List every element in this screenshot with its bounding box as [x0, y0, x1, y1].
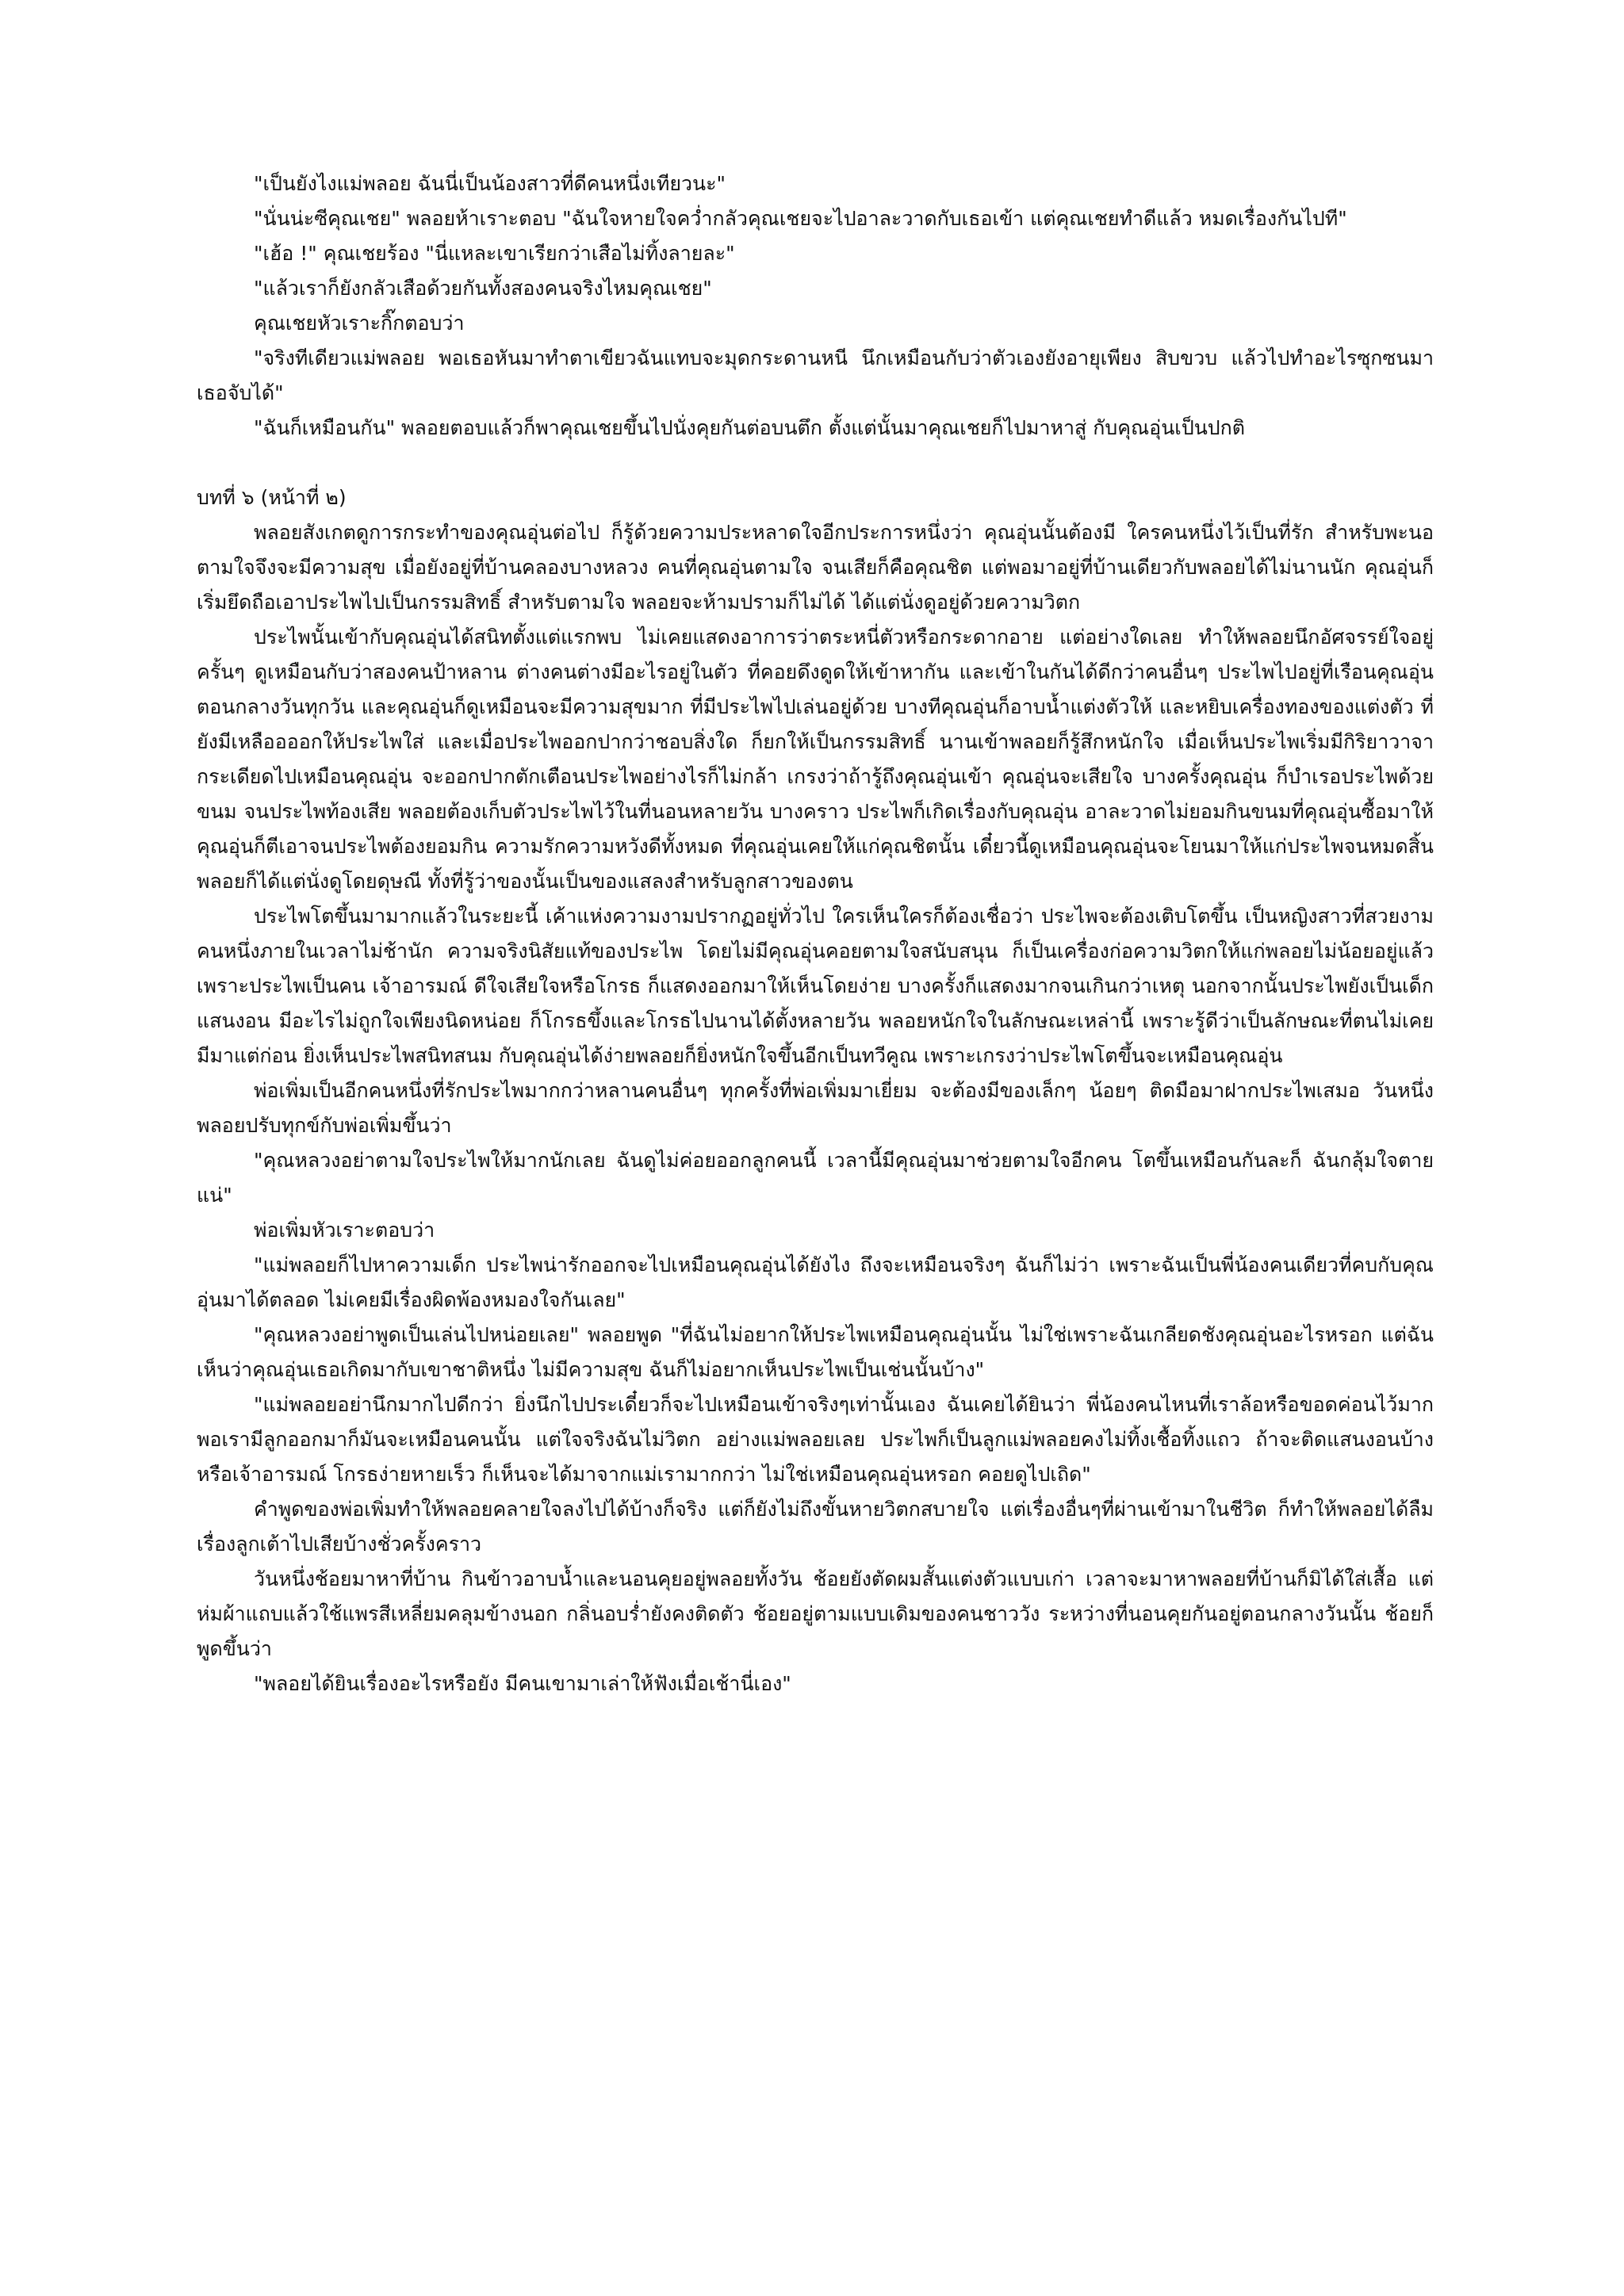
paragraph: "คุณหลวงอย่าตามใจประไพให้มากนักเลย ฉันดูไม่ค่อยออกลูกคนนี้ เวลานี้มีคุณอุ่นมาช่วยตามใจอีกคน โตขึ้นเหมือนกันละก็ ฉันกลุ้มใจตายแน่" [197, 1149, 1434, 1207]
paragraph: "แม่พลอยอย่านึกมากไปดีกว่า ยิ่งนึกไปประเดี๋ยวก็จะไปเหมือนเข้าจริงๆเท่านั้นเอง ฉันเคยได้ยินว่า พี่น้องคนไหนที่เราล้อหรือขอดค่อนไว้มาก พอเรามีลูกออกมาก็มันจะเหมือนคนนั้น แต่ใจจริงฉันไม่วิตก อย่างแม่พลอยเลย ประไพก็เป็นลูกแม่พลอยคงไม่ทิ้งเชื้อทิ้งแถว ถ้าจะติดแสนงอนบ้างหรือเจ้าอารมณ์ โกรธง่ายหายเร็ว ก็เห็นจะได้มาจากแม่เรามากกว่า ไม่ใช่เหมือนคุณอุ่นหรอก คอยดูไปเถิด" [197, 1393, 1434, 1486]
paragraph: "แล้วเราก็ยังกลัวเสือด้วยกันทั้งสองคนจริงไหมคุณเชย" [254, 277, 712, 300]
paragraph: "คุณหลวงอย่าพูดเป็นเล่นไปหน่อยเลย" พลอยพูด "ที่ฉันไม่อยากให้ประไพเหมือนคุณอุ่นนั้น ไม่ใช่เพราะฉันเกลียดชังคุณอุ่นอะไรหรอก แต่ฉันเห็นว่าคุณอุ่นเธอเกิดมากับเขาชาติหนึ่ง ไม่มีความสุข ฉันก็ไม่อยากเห็นประไพเป็นเช่นนั้นบ้าง" [197, 1323, 1434, 1381]
paragraph: พ่อเพิ่มหัวเราะตอบว่า [254, 1219, 435, 1242]
chapter-heading: บทที่ ๖ (หน้าที่ ๒) [197, 486, 347, 509]
paragraph: "เป็นยังไงแม่พลอย ฉันนี่เป็นน้องสาวที่ดีคนหนึ่งเทียวนะ" [254, 172, 726, 195]
paragraph: "แม่พลอยก็ไปหาความเด็ก ประไพน่ารักออกจะไปเหมือนคุณอุ่นได้ยังไง ถึงจะเหมือนจริงๆ ฉันก็ไม่ว่า เพราะฉันเป็นพี่น้องคนเดียวที่คบกับคุณอุ่นมาได้ตลอด ไม่เคยมีเรื่องผิดพ้องหมองใจกันเลย" [197, 1253, 1434, 1311]
paragraph: "เฮ้อ !" คุณเชยร้อง "นี่แหละเขาเรียกว่าเสือไม่ทิ้งลายละ" [254, 242, 735, 265]
paragraph: พลอยสังเกตดูการกระทำของคุณอุ่นต่อไป ก็รู้ด้วยความประหลาดใจอีกประการหนึ่งว่า คุณอุ่นนั้นต้องมี ใครคนหนึ่งไว้เป็นที่รัก สำหรับพะนอตามใจจึงจะมีความสุข เมื่อยังอยู่ที่บ้านคลองบางหลวง คนที่คุณอุ่นตามใจ จนเสียก็คือคุณชิต แต่พอมาอยู่ที่บ้านเดียวกับพลอยได้ไม่นานนัก คุณอุ่นก็เริ่มยึดถือเอาประไพไปเป็นกรรมสิทธิ์ สำหรับตามใจ พลอยจะห้ามปรามก็ไม่ได้ ได้แต่นั่งดูอยู่ด้วยความวิตก [197, 521, 1434, 614]
paragraph: "ฉันก็เหมือนกัน" พลอยตอบแล้วก็พาคุณเชยขึ้นไปนั่งคุยกันต่อบนตึก ตั้งแต่นั้นมาคุณเชยก็ไปมาหาสู่ กับคุณอุ่นเป็นปกติ [254, 416, 1246, 439]
document-body [197, 166, 1434, 1701]
paragraph: "นั่นน่ะซีคุณเชย" พลอยห้าเราะตอบ "ฉันใจหายใจคว่ำกลัวคุณเชยจะไปอาละวาดกับเธอเข้า แต่คุณเชยทำดีแล้ว หมดเรื่องกันไปที" [254, 207, 1347, 230]
paragraph: วันหนึ่งช้อยมาหาที่บ้าน กินข้าวอาบน้ำและนอนคุยอยู่พลอยทั้งวัน ช้อยยังตัดผมสั้นแต่งตัวแบบเก่า เวลาจะมาหาพลอยที่บ้านก็มิได้ใส่เสื้อ แต่ห่มผ้าแถบแล้วใช้แพรสีเหลี่ยมคลุมข้างนอก กลิ่นอบร่ำยังคงติดตัว ช้อยอยู่ตามแบบเดิมของคนชาววัง ระหว่างที่นอนคุยกันอยู่ตอนกลางวันนั้น ช้อยก็พูดขึ้นว่า [197, 1567, 1434, 1660]
paragraph: ประไพโตขึ้นมามากแล้วในระยะนี้ เค้าแห่งความงามปรากฏอยู่ทั่วไป ใครเห็นใครก็ต้องเชื่อว่า ประไพจะต้องเติบโตขึ้น เป็นหญิงสาวที่สวยงามคนหนึ่งภายในเวลาไม่ช้านัก ความจริงนิสัยแท้ของประไพ โดยไม่มีคุณอุ่นคอยตามใจสนับสนุน ก็เป็นเครื่องก่อความวิตกให้แก่พลอยไม่น้อยอยู่แล้ว เพราะประไพเป็นคน เจ้าอารมณ์ ดีใจเสียใจหรือโกรธ ก็แสดงออกมาให้เห็นโดยง่าย บางครั้งก็แสดงมากจนเกินกว่าเหตุ นอกจากนั้นประไพยังเป็นเด็กแสนงอน มีอะไรไม่ถูกใจเพียงนิดหน่อย ก็โกรธขึ้งและโกรธไปนานได้ตั้งหลายวัน พลอยหนักใจในลักษณะเหล่านี้ เพราะรู้ดีว่าเป็นลักษณะที่ตนไม่เคยมีมาแต่ก่อน ยิ่งเห็นประไพสนิทสนม กับคุณอุ่นได้ง่ายพลอยก็ยิ่งหนักใจขึ้นอีกเป็นทวีคูณ เพราะเกรงว่าประไพโตขึ้นจะเหมือนคุณอุ่น [197, 905, 1434, 1067]
paragraph: ประไพนั้นเข้ากับคุณอุ่นได้สนิทตั้งแต่แรกพบ ไม่เคยแสดงอาการว่าตระหนี่ตัวหรือกระดากอาย แต่อย่างใดเลย ทำให้พลอยนึกอัศจรรย์ใจอยู่ครั้นๆ ดูเหมือนกับว่าสองคนป้าหลาน ต่างคนต่างมีอะไรอยู่ในตัว ที่คอยดึงดูดให้เข้าหากัน และเข้าในกันได้ดีกว่าคนอื่นๆ ประไพไปอยู่ที่เรือนคุณอุ่นตอนกลางวันทุกวัน และคุณอุ่นก็ดูเหมือนจะมีความสุขมาก ที่มีประไพไปเล่นอยู่ด้วย บางทีคุณอุ่นก็อาบน้ำแต่งตัวให้ และหยิบเครื่องทองของแต่งตัว ที่ยังมีเหลืออออกให้ประไพใส่ และเมื่อประไพออกปากว่าชอบสิ่งใด ก็ยกให้เป็นกรรมสิทธิ์ นานเข้าพลอยก็รู้สึกหนักใจ เมื่อเห็นประไพเริ่มมีกิริยาวาจากระเดียดไปเหมือนคุณอุ่น จะออกปากตักเตือนประไพอย่างไรก็ไม่กล้า เกรงว่าถ้ารู้ถึงคุณอุ่นเข้า คุณอุ่นจะเสียใจ บางครั้งคุณอุ่น ก็บำเรอประไพด้วยขนม จนประไพท้องเสีย พลอยต้องเก็บตัวประไพไว้ในที่นอนหลายวัน บางคราว ประไพก็เกิดเรื่องกับคุณอุ่น อาละวาดไม่ยอมกินขนมที่คุณอุ่นซื้อมาให้ คุณอุ่นก็ตีเอาจนประไพต้องยอมกิน ความรักความหวังดีทั้งหมด ที่คุณอุ่นเคยให้แก่คุณชิตนั้น เดี๋ยวนี้ดูเหมือนคุณอุ่นจะโยนมาให้แก่ประไพจนหมดสิ้น พลอยก็ได้แต่นั่งดูโดยดุษณี ทั้งที่รู้ว่าของนั้นเป็นของแสลงสำหรับลูกสาวของตน [197, 626, 1434, 893]
paragraph: "จริงทีเดียวแม่พลอย พอเธอหันมาทำตาเขียวฉันแทบจะมุดกระดานหนี นึกเหมือนกับว่าตัวเองยังอายุเพียง สิบขวบ แล้วไปทำอะไรซุกซนมาเธอจับได้" [197, 346, 1434, 404]
paragraph: พ่อเพิ่มเป็นอีกคนหนึ่งที่รักประไพมากกว่าหลานคนอื่นๆ ทุกครั้งที่พ่อเพิ่มมาเยี่ยม จะต้องมีของเล็กๆ น้อยๆ ติดมือมาฝากประไพเสมอ วันหนึ่งพลอยปรับทุกข์กับพ่อเพิ่มขึ้นว่า [197, 1079, 1434, 1137]
paragraph: คุณเชยหัวเราะกิ๊กตอบว่า [254, 312, 465, 335]
paragraph: "พลอยได้ยินเรื่องอะไรหรือยัง มีคนเขามาเล่าให้ฟังเมื่อเช้านี่เอง" [254, 1672, 791, 1695]
paragraph: คำพูดของพ่อเพิ่มทำให้พลอยคลายใจลงไปได้บ้างก็จริง แต่ก็ยังไม่ถึงขั้นหายวิตกสบายใจ แต่เรื่องอื่นๆที่ผ่านเข้ามาในชีวิต ก็ทำให้พลอยได้ลืมเรื่องลูกเต้าไปเสียบ้างชั่วครั้งคราว [197, 1498, 1434, 1556]
